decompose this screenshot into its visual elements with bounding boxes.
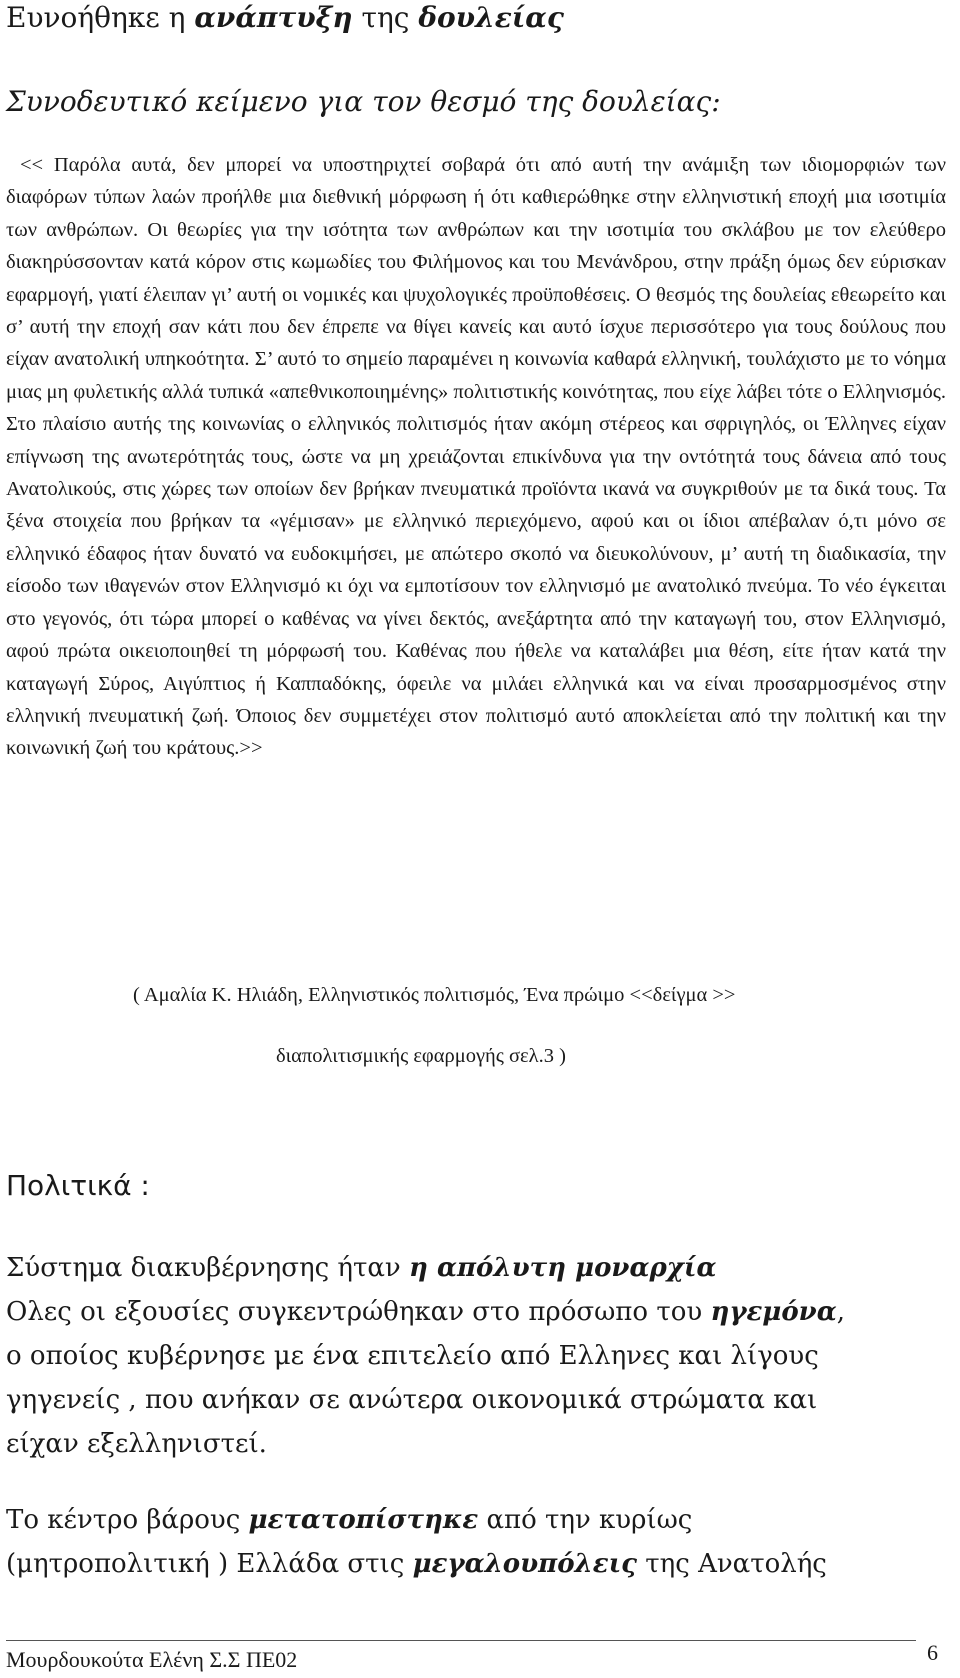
politics-line-2-suffix: ,: [836, 1297, 845, 1327]
title-emphasis-slavery: δουλείας: [418, 1, 564, 34]
footer-divider: [6, 1640, 916, 1641]
politics-line-6-text: Το κέντρο βάρους: [6, 1505, 249, 1535]
politics-line-1-text: Σύστημα διακυβέρνησης ήταν: [6, 1253, 409, 1283]
title-middle: της: [352, 1, 419, 34]
politics-emphasis-megacities: μεγαλουπόλεις: [412, 1549, 638, 1579]
politics-line-7: [6, 1542, 951, 1586]
page-title: [6, 0, 956, 36]
title-emphasis-development: ανάπτυξη: [194, 1, 353, 34]
quote-paragraph: << Παρόλα αυτά, δεν μπορεί να υποστηριχτεί σοβαρά ότι από αυτή την ανάμιξη των ιδιομορφιών των διαφόρων τύπων λαών προήλθε μια διεθνική μόρφωση ή ότι καθιερώθηκε στην ελληνιστική εποχή μια ισοτιμία των ανθρώπων. Οι θεωρίες για την ισότητα των ανθρώπων και την ισοτιμία του σκλάβου με τον ελεύθερο διακηρύσσονταν κατά κόρον στις κωμωδίες του Φιλήμονος και του Μενάνδρου, στην πράξη όμως δεν εύρισκαν εφαρμογή, γιατί έλειπαν γι’ αυτή οι νομικές και ψυχολογικές προϋποθέσεις. Ο θεσμός της δουλείας εθεωρείτο και σ’ αυτή την εποχή σαν κάτι που δεν έπρεπε να θίγει κανείς και αυτό ίσχυε περισσότερο για τους δούλους που είχαν ανατολική υπηκοότητα. Σ’ αυτό το σημείο παραμένει η κοινωνία καθαρά ελληνική, τουλάχιστο με το νόημα μιας μη φυλετικής αλλά τυπικά «απεθνικοποιημένης» πολιτιστικής κοινότητας, που είχε λάβει τότε ο Ελληνισμός. Στο πλαίσιο αυτής της κοινωνίας ο ελληνικός πολιτισμός ήταν ακόμη στέρεος και σφριγηλός, οι Έλληνες είχαν επίγνωση της ανωτερότητάς τους, ώστε να μη χρειάζονται επικίνδυνα για την οντότητά τους δάνεια από τους Ανατολικούς, στις χώρες των οποίων δεν βρήκαν πνευματικά προϊόντα ικανά να συγκριθούν με τα δικά τους. Τα ξένα στοιχεία που βρήκαν τα «γέμισαν» με ελληνικό περιεχόμενο, αφού και οι ίδιοι απέβαλαν ό,τι μόνο σε ελληνικό έδαφος ήταν δυνατό να ευδοκιμήσει, με απώτερο σκοπό να διευκολύνουν, μ’ αυτή τη διαδικασία, την είσοδο των ιθαγενών στον Ελληνισμό κι όχι να εμποτίσουν τον ελληνισμό με ανατολικό πνεύμα. Το νέο έγκειται στο γεγονός, ότι τώρα μπορεί ο καθένας να γίνει δεκτός, ανεξάρτητα από την καταγωγή του, στον Ελληνισμό, αφού πρώτα οικειοποιηθεί τη μόρφωσή του. Καθένας που ήθελε να καταλάβει μια θέση, είτε ήταν κατά την καταγωγή Σύρος, Αιγύπτιος ή Καππαδόκης, όφειλε να μιλάει ελληνικά και να είναι προσαρμοσμένος στην ελληνική πνευματική ζωή. Όποιος δεν συμμετέχει στον πολιτισμό αυτό αποκλείεται από την πολιτική και την κοινωνική ζωή του κράτους.>>: [6, 154, 946, 760]
politics-line-2: [6, 1290, 951, 1334]
politics-line-6-suffix: από την κυρίως: [478, 1505, 693, 1535]
politics-line-5: είχαν εξελληνιστεί.: [6, 1429, 267, 1459]
subtitle: Συνοδευτικό κείμενο για τον θεσμό της δουλείας:: [6, 85, 721, 118]
footer-author: Μουρδουκούτα Ελένη Σ.Σ ΠΕ02: [6, 1647, 298, 1672]
politics-emphasis-shifted: μετατοπίστηκε: [248, 1505, 479, 1535]
politics-line-7-text: (μητροπολιτική ) Ελλάδα στις: [6, 1549, 413, 1579]
politics-section: [6, 1246, 951, 1586]
politics-emphasis-ruler: ηγεμόνα: [710, 1297, 837, 1327]
paragraph-gap: [6, 1466, 951, 1498]
section-heading-politics: Πολιτικά :: [6, 1169, 150, 1202]
politics-line-6: [6, 1498, 951, 1542]
citation-line-1: ( Αμαλία Κ. Ηλιάδη, Ελληνιστικός πολιτισμός, Ένα πρώιμο <<δείγμα >>: [133, 984, 736, 1006]
politics-line-3: ο οποίος κυβέρνησε με ένα επιτελείο από Ελληνες και λίγους: [6, 1341, 819, 1371]
politics-line-1: [6, 1246, 951, 1290]
politics-line-2-text: Ολες οι εξουσίες συγκεντρώθηκαν στο πρόσωπο του: [6, 1297, 711, 1327]
citation-line-2: διαπολιτισμικής εφαρμογής σελ.3 ): [276, 1045, 566, 1067]
page-number: 6: [927, 1640, 938, 1665]
title-prefix: Ευνοήθηκε η: [6, 1, 195, 34]
politics-line-7-suffix: της Ανατολής: [637, 1549, 827, 1579]
politics-line-4: γηγενείς , που ανήκαν σε ανώτερα οικονομικά στρώματα και: [6, 1385, 818, 1415]
politics-emphasis-absolute-monarchy: η απόλυτη μοναρχία: [409, 1253, 717, 1283]
